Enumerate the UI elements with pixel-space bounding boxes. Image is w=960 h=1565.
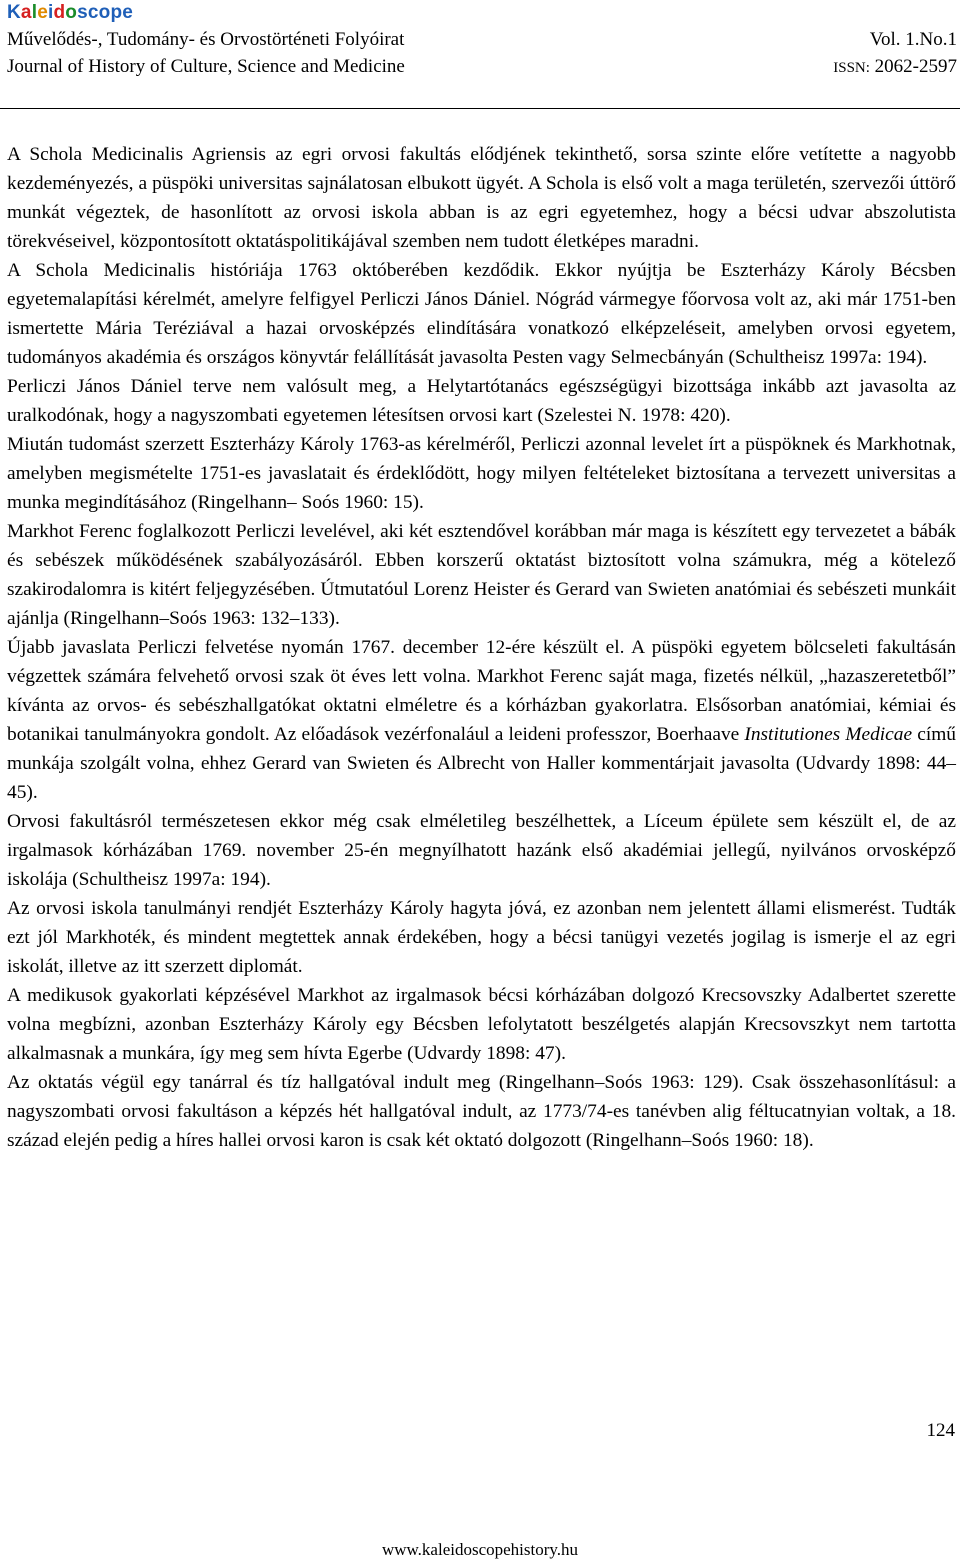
issn-value: 2062-2597 [874,56,957,77]
brand-letter: e [122,2,134,23]
brand-letter: s [77,2,88,23]
paragraph-text: Újabb javaslata Perliczi felvetése nyomán 1767. december 12-ére készült el. A püspöki egyetem bölcseleti fakultásán végzettek számára felvehető orvosi szak öt éves lett volna. Markhot Ferenc saját maga, fizetés nélkül, „hazaszeretetből” kívánta az orvos- és sebészhallgatókat oktatni elméletre és a kórházban gyakorlatra. Elsősorban anatómiai, kémiai és botanikai tanulmányokra gondolt. Az előadások vezérfonalául a leideni professzor, Boerhaave [7,637,956,745]
paragraph: Markhot Ferenc foglalkozott Perliczi levelével, aki két esztendővel korábban már maga is készített egy tervezetet a bábák és sebészek működésének szabályozásáról. Ebben korszerű oktatást biztosított volna számukra, még a kötelező szakirodalomra is kitért feljegyzésében. Útmutatóul Lorenz Heister és Gerard van Swieten anatómiai és sebészeti munkáit ajánlja (Ringelhann–Soós 1963: 132–133). [7,521,956,629]
issn-label: ISSN: [833,60,870,76]
paragraph: Az orvosi iskola tanulmányi rendjét Eszterházy Károly hagyta jóvá, ez azonban nem jelentett állami elismerést. Tudták ezt jól Markhoték, és mindent megtettek annak érdekében, hogy a bécsi tanügyi vezetés jogilag is ismerje el az egri iskolát, illetve az itt szerzett diplomát. [7,898,956,977]
paragraph: Orvosi fakultásról természetesen ekkor még csak elméletileg beszélhettek, a Líceum épülete sem készült el, de az irgalmasok kórházában 1769. november 25-én megnyílhatott hazánk első akadémiai jellegű, nyilvános orvosképző iskolája (Schultheisz 1997a: 194). [7,811,956,890]
english-journal-title: Journal of History of Culture, Science and Medicine [7,56,405,77]
brand-letter: o [65,2,78,23]
paragraph: A Schola Medicinalis Agriensis az egri orvosi fakultás elődjének tekinthető, sorsa szinte előre vetítette a nagyobb kezdeményezés, a püspöki universitas sajnálatosan elbukott ügyét. A Schola is első volt a maga területén, szervezői úttörő munkát végeztek, de hasonlított az orvosi iskola abban is az egri egyetemhez, hogy a bécsi udvar abszolutista törekvéseivel, központosított oktatáspolitikájával szemben nem tudott életképes maradni. [7,144,956,252]
paragraph-text: című munkája szolgált volna, ehhez Gerard van Swieten és Albrecht von Haller kommentárjait javasolta (Udvardy 1898: 44–45). [7,724,956,803]
journal-brand-logo [7,0,957,26]
hungarian-journal-title: Művelődés-, Tudomány- és Orvostörténeti Folyóirat [7,29,405,50]
brand-letter: l [31,2,38,23]
issn [833,53,957,82]
brand-letter: c [87,2,99,23]
volume-number: Vol. 1.No.1 [869,29,957,50]
paragraph [7,633,956,807]
journal-header [7,0,957,82]
header-divider [0,108,960,109]
footer-website-url: www.kaleidoscopehistory.hu [381,1540,579,1559]
brand-letter: p [110,2,123,23]
paragraph: Perliczi János Dániel terve nem valósult meg, a Helytartótanács egészségügyi bizottsága inkább azt javasolta az uralkodónak, hogy a nagyszombati egyetemen létesítsen orvosi kart (Szelestei N. 1978: 420). [7,376,956,426]
paragraph: Miután tudomást szerzett Eszterházy Károly 1763-as kérelméről, Perliczi azonnal levelet írt a püspöknek és Markhotnak, amelyben megismételte 1751-es javaslatait és érdeklődött, hogy milyen feltételeket biztosítana a tervezett universitas a munka megindításához (Ringelhann– Soós 1960: 15). [7,434,956,513]
page-number: 124 [926,1420,955,1441]
header-line-hu [7,26,957,53]
brand-letter: a [20,2,32,23]
brand-letter: i [47,2,54,23]
book-title: Institutiones Medicae [744,724,913,745]
brand-letter: d [53,2,66,23]
brand-letter: K [7,2,21,23]
paragraph: Az oktatás végül egy tanárral és tíz hallgatóval indult meg (Ringelhann–Soós 1963: 129). Csak összehasonlításul: a nagyszombati orvosi fakultáson a képzés hét hallgatóval indult, az 1773/74-es tanévben alig féltucatnyian voltak, a 18. század elején pedig a híres hallei orvosi karon is csak két oktató dolgozott (Ringelhann–Soós 1960: 18). [7,1072,956,1151]
brand-letter: e [37,2,48,23]
paragraph: A medikusok gyakorlati képzésével Markhot az irgalmasok bécsi kórházában dolgozó Krecsovszky Adalbertet szerette volna megbízni, azonban Eszterházy Károly egy Bécsben lefolytatott beszélgetés alapján Krecsovszkyt nem tartotta alkalmasnak a munkára, így meg sem hívta Egerbe (Udvardy 1898: 47). [7,985,956,1064]
brand-letter: o [98,2,111,23]
paragraph: A Schola Medicinalis históriája 1763 októberében kezdődik. Ekkor nyújtja be Eszterházy Károly Bécsben egyetemalapítási kérelmét, amelyre felfigyel Perliczi János Dániel. Nógrád vármegye főorvosa volt az, aki már 1751-ben ismertette Mária Teréziával a hazai orvosképzés elindítására vonatkozó elképzeléseit, amelyben orvosi egyetem, tudományos akadémia és országos könyvtár felállítását javasolta Pesten vagy Selmecbányán (Schultheisz 1997a: 194). [7,260,956,368]
article-body [7,140,956,1155]
header-line-en [7,53,957,82]
